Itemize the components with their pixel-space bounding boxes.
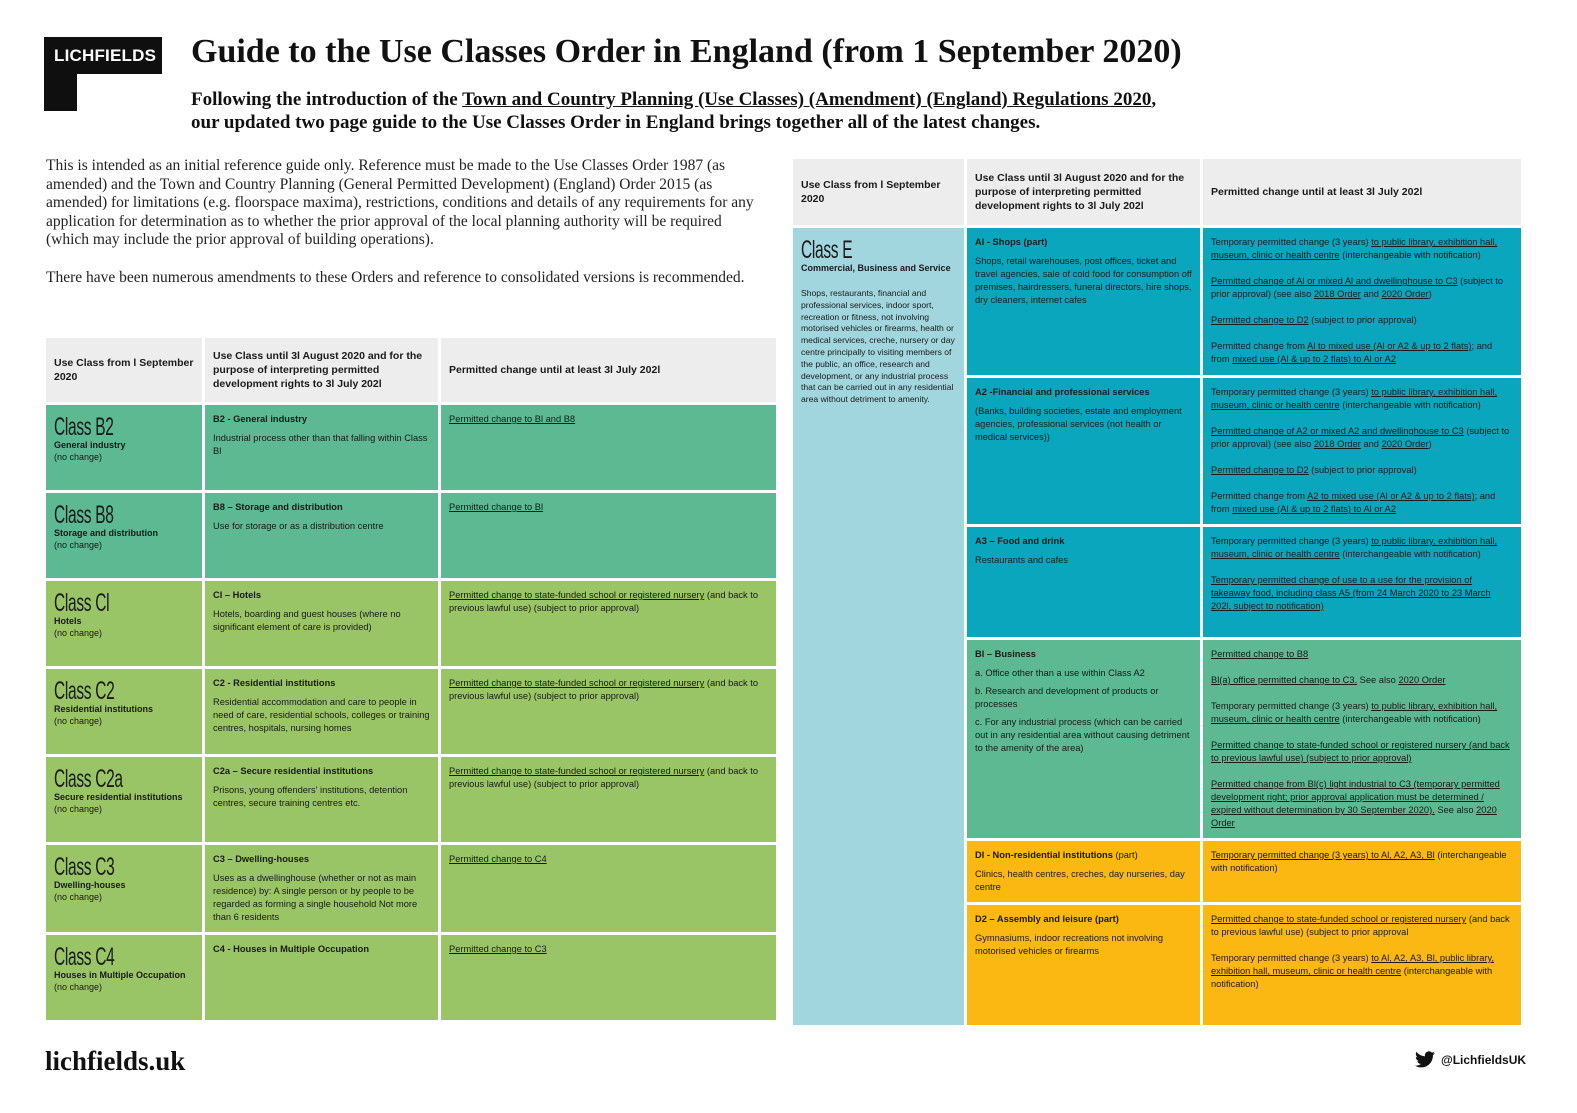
class-cell bbox=[46, 405, 202, 490]
old-class-description: Hotels, boarding and guest houses (where no significant element of care is provided) bbox=[213, 609, 401, 632]
regulations-link[interactable]: Town and Country Planning (Use Classes) (Amendment) (England) Regulations 2020 bbox=[462, 89, 1152, 110]
change-link[interactable]: Permitted change to C4 bbox=[449, 854, 547, 864]
class-note: (no change) bbox=[54, 892, 103, 902]
old-class-description: Prisons, young offenders' institutions, detention centres, secure training centres etc. bbox=[213, 785, 408, 808]
old-class-cell bbox=[967, 228, 1200, 375]
old-class-description: Clinics, health centres, creches, day nurseries, day centre bbox=[975, 869, 1185, 892]
old-class-heading: D2 – Assembly and leisure (part) bbox=[975, 914, 1119, 924]
class-cell bbox=[46, 493, 202, 578]
old-class-description: Use for storage or as a distribution centre bbox=[213, 521, 384, 531]
order-2020-link[interactable]: 2020 Order bbox=[1381, 289, 1429, 299]
change-link[interactable]: Permitted change to D2 bbox=[1211, 465, 1309, 475]
table-row bbox=[46, 757, 776, 842]
logo-text: LICHFIELDS bbox=[54, 46, 157, 65]
change-link[interactable]: to public library, exhibition hall, museum, clinic or health centre bbox=[1211, 387, 1498, 410]
change-link[interactable]: Permitted change to state-funded school or registered nursery (and back to previous lawful use) (subject to prior approval) bbox=[1211, 740, 1510, 763]
twitter-handle-text: @LichfieldsUK bbox=[1441, 1052, 1527, 1067]
old-class-description: (Banks, building societies, estate and employment agencies, professional services (not health or medical services)) bbox=[975, 406, 1182, 442]
change-text: Permitted change from bbox=[1211, 491, 1308, 501]
lichfields-logo[interactable] bbox=[44, 37, 162, 111]
change-link[interactable]: to public library, exhibition hall, museum, clinic or health centre bbox=[1211, 536, 1498, 559]
old-class-description: a. Office other than a use within Class A2 bbox=[975, 668, 1145, 678]
old-class-cell bbox=[205, 405, 438, 490]
subtitle-prefix: Following the introduction of the bbox=[191, 89, 463, 110]
change-cell bbox=[1203, 228, 1521, 375]
change-text: (and back to previous lawful use) (subject to prior approval) bbox=[449, 766, 759, 789]
old-class-heading: B8 – Storage and distribution bbox=[213, 502, 343, 512]
table-row bbox=[793, 228, 1521, 375]
change-link[interactable]: mixed use (Al & up to 2 flats) to Al or A2 bbox=[1232, 354, 1396, 364]
header-use-class-from: Use Class from l September 2020 bbox=[793, 159, 964, 225]
class-subtitle: Commercial, Business and Service bbox=[801, 263, 951, 273]
old-class-description: Uses as a dwellinghouse (whether or not as main residence) by: A single person or by people to be regarded as forming a single household Not more than 6 residents bbox=[213, 873, 418, 922]
class-note: (no change) bbox=[54, 804, 103, 814]
old-class-heading bbox=[975, 849, 1192, 862]
class-cell bbox=[46, 935, 202, 1020]
change-text: (interchangeable with notification) bbox=[1339, 250, 1481, 260]
change-text: (and back to previous lawful use) (subject to prior approval bbox=[1211, 914, 1510, 937]
old-class-heading-part: (part) bbox=[1112, 850, 1138, 860]
class-subtitle: Hotels bbox=[54, 616, 82, 626]
old-class-heading: A3 – Food and drink bbox=[975, 536, 1065, 546]
change-link[interactable]: Permitted change to B8 bbox=[1211, 649, 1309, 659]
table-row bbox=[46, 935, 776, 1020]
old-class-heading-bold: Dl - Non-residential institutions bbox=[975, 850, 1113, 860]
change-cell bbox=[441, 669, 776, 754]
page-title: Guide to the Use Classes Order in England (from 1 September 2020) bbox=[191, 33, 1182, 70]
old-class-heading: C2 - Residential institutions bbox=[213, 678, 336, 688]
old-class-cell bbox=[967, 841, 1200, 902]
change-text: Permitted change from bbox=[1211, 341, 1308, 351]
change-link[interactable]: Temporary permitted change (3 years) to Al, A2, A3, Bl bbox=[1211, 850, 1435, 860]
change-text: (subject to prior approval) bbox=[1308, 315, 1417, 325]
class-note: (no change) bbox=[54, 716, 103, 726]
change-link[interactable]: Permitted change to D2 bbox=[1211, 315, 1309, 325]
old-class-description: Shops, retail warehouses, post offices, ticket and travel agencies, sale of cold food for consumption off premises, hairdressers, funeral directors, hire shops, dry cleaners, internet cafes bbox=[975, 256, 1192, 305]
change-link[interactable]: Permitted change to Bl bbox=[449, 502, 544, 512]
change-text: (subject to prior approval) (see also bbox=[1211, 276, 1503, 299]
change-cell bbox=[441, 845, 776, 932]
change-link[interactable]: Temporary permitted change of use to a use for the provision of takeaway food, including class A5 (from 24 March 2020 to 23 March 202l, subject to notification) bbox=[1211, 575, 1491, 611]
class-cell bbox=[46, 581, 202, 666]
change-text: ) bbox=[1428, 289, 1432, 299]
header-permitted-change: Permitted change until at least 3l July 202l bbox=[1203, 159, 1521, 225]
old-class-heading: A2 -Financial and professional services bbox=[975, 387, 1150, 397]
change-link[interactable]: Permitted change to state-funded school or registered nursery bbox=[449, 590, 705, 600]
class-note: (no change) bbox=[54, 540, 103, 550]
old-class-description: Industrial process other than that falling within Class Bl bbox=[213, 433, 428, 456]
change-text: Temporary permitted change (3 years) bbox=[1211, 387, 1372, 397]
class-cell bbox=[46, 845, 202, 932]
intro-text bbox=[46, 157, 761, 307]
change-text: ; and from bbox=[1211, 491, 1496, 514]
change-text: Temporary permitted change (3 years) bbox=[1211, 701, 1372, 711]
change-text: ) bbox=[1428, 439, 1432, 449]
change-text: (subject to prior approval) (see also bbox=[1211, 426, 1510, 449]
change-link[interactable]: to Al, A2, A3, Bl, public library, exhibition hall, museum, clinic or health centre bbox=[1211, 953, 1495, 976]
subtitle-line2: our updated two page guide to the Use Classes Order in England brings together all of the latest changes. bbox=[191, 112, 1041, 133]
old-class-heading: Al - Shops (part) bbox=[975, 237, 1048, 247]
change-text: (interchangeable with notification) bbox=[1339, 400, 1481, 410]
class-name: Class B8 bbox=[54, 501, 114, 529]
old-class-description: Residential accommodation and care to people in need of care, residential schools, colleges or training centres, hospitals, nursing homes bbox=[213, 697, 430, 733]
old-class-description: Restaurants and cafes bbox=[975, 555, 1069, 565]
change-text: (interchangeable with notification) bbox=[1339, 549, 1481, 559]
header-use-class-until: Use Class until 3l August 2020 and for the purpose of interpreting permitted development rights to 3l July 202l bbox=[967, 159, 1200, 225]
change-text: Temporary permitted change (3 years) bbox=[1211, 536, 1372, 546]
table-row bbox=[46, 581, 776, 666]
old-class-heading: B2 - General industry bbox=[213, 414, 308, 424]
order-2020-link[interactable]: 2020 Order bbox=[1211, 805, 1497, 828]
old-class-cell bbox=[205, 845, 438, 932]
change-link[interactable]: Permitted change to C3 bbox=[449, 944, 547, 954]
header-permitted-change: Permitted change until at least 3l July 202l bbox=[441, 338, 776, 402]
change-link[interactable]: to public library, exhibition hall, museum, clinic or health centre bbox=[1211, 701, 1498, 724]
class-note: (no change) bbox=[54, 452, 103, 462]
old-class-description: b. Research and development of products or processes bbox=[975, 686, 1159, 709]
table-row bbox=[46, 669, 776, 754]
class-name: Class C2 bbox=[54, 677, 115, 705]
header-use-class-until: Use Class until 3l August 2020 and for the purpose of interpreting permitted development rights to 3l July 202l bbox=[205, 338, 438, 402]
class-subtitle: Residential institutions bbox=[54, 704, 154, 714]
old-class-description: c. For any industrial process (which can be carried out in any residential area without causing detriment to the amenity of the area) bbox=[975, 717, 1190, 753]
class-note: (no change) bbox=[54, 628, 103, 638]
change-text: (and back to previous lawful use) (subject to prior approval) bbox=[449, 678, 759, 701]
class-cell bbox=[46, 669, 202, 754]
change-cell bbox=[441, 405, 776, 490]
change-cell bbox=[1203, 841, 1521, 902]
page-subtitle bbox=[191, 88, 1291, 134]
old-class-cell bbox=[205, 669, 438, 754]
change-text: (interchangeable with notification) bbox=[1339, 714, 1481, 724]
class-name: Class B2 bbox=[54, 413, 114, 441]
old-class-cell bbox=[967, 378, 1200, 524]
change-cell bbox=[441, 935, 776, 1020]
use-class-table-left bbox=[43, 335, 779, 1023]
old-class-cell bbox=[205, 493, 438, 578]
intro-paragraph-1: This is intended as an initial reference guide only. Reference must be made to the Use Classes Order 1987 (as amended) and the Town and Country Planning (General Permitted Development) (England) Order 2015 (as amended) for limitations (e.g. floorspace maxima), restrictions, conditions and details of any requirements for any application for determination as to whether the prior approval of the local planning authority will be required (which may include the prior approval of building operations). bbox=[46, 157, 754, 249]
footer-website-link[interactable]: lichfields.uk bbox=[45, 1046, 186, 1076]
change-cell bbox=[1203, 378, 1521, 524]
class-name: Class C3 bbox=[54, 853, 115, 881]
order-2020-link[interactable]: 2020 Order bbox=[1398, 675, 1446, 685]
change-text: (interchangeable with notification) bbox=[1211, 966, 1493, 989]
class-name: Class C2a bbox=[54, 765, 123, 793]
old-class-description: Gymnasiums, indoor recreations not involving motorised vehicles or firearms bbox=[975, 933, 1164, 956]
class-subtitle: Storage and distribution bbox=[54, 528, 159, 538]
change-cell bbox=[1203, 640, 1521, 838]
change-link[interactable]: Permitted change from Bl(c) light industrial to C3 (temporary permitted development right; prior approval application must be determined / expired without determination by 30 September 2020). bbox=[1211, 779, 1500, 815]
change-text: See also bbox=[1434, 805, 1477, 815]
change-cell bbox=[441, 581, 776, 666]
old-class-cell bbox=[967, 905, 1200, 1025]
twitter-handle[interactable] bbox=[1415, 1051, 1526, 1068]
change-link[interactable]: A2 to mixed use (Al or A2 & up to 2 flats) bbox=[1307, 491, 1475, 501]
class-description: Shops, restaurants, financial and professional services, indoor sport, recreation or fitness, not involving motorised vehicles or firearms, health or medical services, creche, nursery or day centre principally to visiting members of the public, an office, research and development, or any industrial process that can be carried out in any residential area without detriment to amenity. bbox=[801, 288, 955, 405]
change-text: and bbox=[1360, 289, 1382, 299]
class-subtitle: General industry bbox=[54, 440, 126, 450]
header-use-class-from: Use Class from l September 2020 bbox=[46, 338, 202, 402]
class-subtitle: Houses in Multiple Occupation bbox=[54, 970, 186, 980]
change-text: Temporary permitted change (3 years) bbox=[1211, 953, 1372, 963]
change-link[interactable]: Al to mixed use (Al or A2 & up to 2 flats) bbox=[1307, 341, 1472, 351]
change-cell bbox=[1203, 527, 1521, 637]
old-class-cell bbox=[205, 581, 438, 666]
change-text: ; and from bbox=[1211, 341, 1493, 364]
old-class-heading: Bl – Business bbox=[975, 649, 1036, 659]
old-class-heading: C2a – Secure residential institutions bbox=[213, 766, 374, 776]
change-cell bbox=[1203, 905, 1521, 1025]
change-link[interactable]: Permitted change to state-funded school or registered nursery bbox=[449, 678, 705, 688]
change-text: Temporary permitted change (3 years) bbox=[1211, 237, 1372, 247]
class-subtitle: Secure residential institutions bbox=[54, 792, 183, 802]
class-name: Class C4 bbox=[54, 943, 115, 971]
change-link[interactable]: mixed use (Al & up to 2 flats) to Al or A2 bbox=[1232, 504, 1396, 514]
intro-paragraph-2: There have been numerous amendments to these Orders and reference to consolidated versions is recommended. bbox=[46, 268, 745, 286]
change-link[interactable]: Permitted change of A2 or mixed A2 and dwellinghouse to C3 bbox=[1211, 426, 1464, 436]
old-class-cell bbox=[967, 527, 1200, 637]
class-name: Class Cl bbox=[54, 589, 110, 617]
old-class-heading: Cl – Hotels bbox=[213, 590, 262, 600]
table-row bbox=[46, 405, 776, 490]
subtitle-suffix: , bbox=[1151, 89, 1157, 110]
change-link[interactable]: to public library, exhibition hall, museum, clinic or health centre bbox=[1211, 237, 1498, 260]
change-cell bbox=[441, 493, 776, 578]
change-link[interactable]: Permitted change to state-funded school or registered nursery bbox=[449, 766, 705, 776]
order-2018-link[interactable]: 2018 Order bbox=[1313, 439, 1361, 449]
change-link[interactable]: Permitted change to Bl and B8 bbox=[449, 414, 576, 424]
change-text: See also bbox=[1357, 675, 1399, 685]
table-row bbox=[46, 493, 776, 578]
change-text: (interchangeable with notification) bbox=[1211, 850, 1507, 873]
class-subtitle: Dwelling-houses bbox=[54, 880, 126, 890]
class-note: (no change) bbox=[54, 982, 103, 992]
old-class-cell bbox=[205, 935, 438, 1020]
change-link[interactable]: Permitted change to state-funded school or registered nursery bbox=[1211, 914, 1467, 924]
change-link[interactable]: Bl(a) office permitted change to C3. bbox=[1211, 675, 1358, 685]
class-cell bbox=[46, 757, 202, 842]
order-2018-link[interactable]: 2018 Order bbox=[1313, 289, 1361, 299]
old-class-heading: C3 – Dwelling-houses bbox=[213, 854, 310, 864]
class-name: Class E bbox=[801, 236, 853, 264]
change-cell bbox=[441, 757, 776, 842]
change-text: and bbox=[1360, 439, 1382, 449]
order-2020-link[interactable]: 2020 Order bbox=[1381, 439, 1429, 449]
twitter-bird-icon bbox=[1415, 1051, 1435, 1068]
logo-cutout bbox=[77, 74, 162, 111]
table-row bbox=[46, 845, 776, 932]
change-link[interactable]: Permitted change of Al or mixed Al and dwellinghouse to C3 bbox=[1211, 276, 1458, 286]
old-class-heading: C4 - Houses in Multiple Occupation bbox=[213, 944, 369, 954]
old-class-cell bbox=[967, 640, 1200, 838]
use-class-table-right bbox=[790, 156, 1524, 1028]
change-text: (subject to prior approval) bbox=[1308, 465, 1417, 475]
change-text: (and back to previous lawful use) (subject to prior approval) bbox=[449, 590, 759, 613]
class-e-cell bbox=[793, 228, 964, 1025]
old-class-cell bbox=[205, 757, 438, 842]
